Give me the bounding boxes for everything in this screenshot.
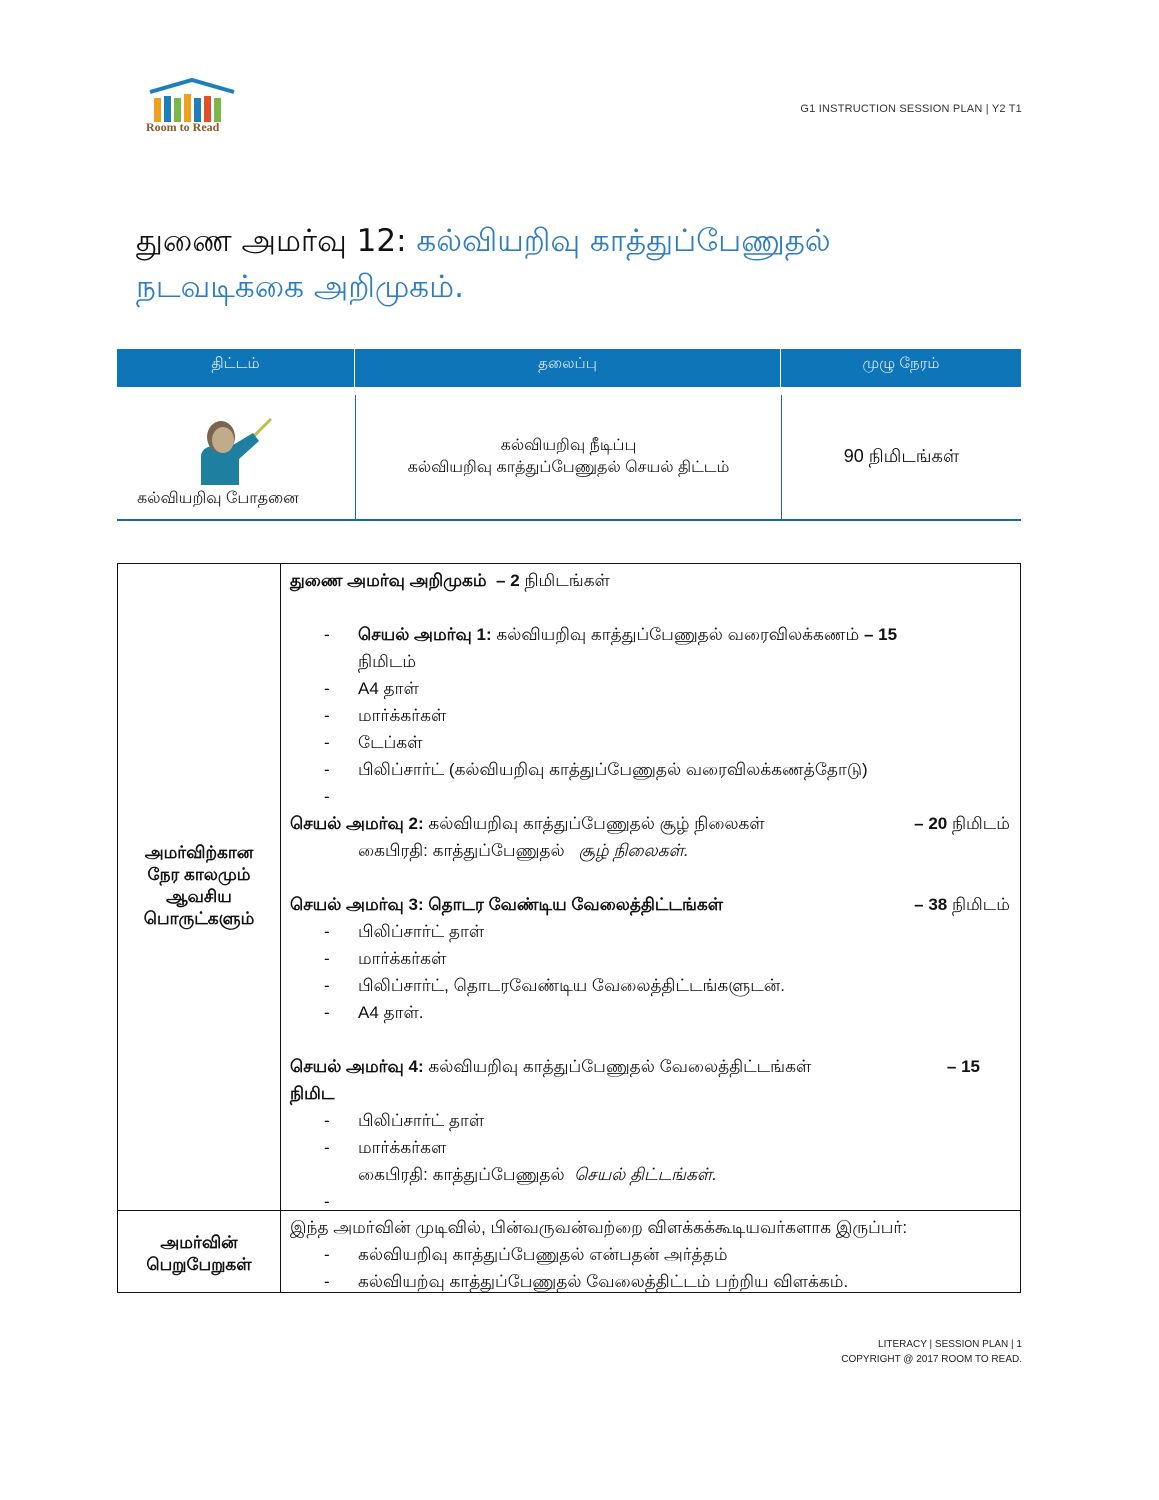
intro-title: துணை அமர்வு அறிமுகம்	[290, 571, 487, 590]
dash: -	[324, 1138, 330, 1157]
intro-dash: –	[496, 571, 506, 590]
outcomes-content	[290, 1214, 1015, 1295]
list-item: A4 தாள்.	[358, 1003, 424, 1022]
dash: -	[324, 976, 330, 995]
topic-cell	[355, 395, 781, 519]
time-materials-label: அமர்விற்கான நேர காலமும் ஆவசிய பொருட்களும்	[143, 843, 255, 928]
list-item: பிலிப்சார்ட் தாள்	[358, 1111, 485, 1130]
act1-duration: – 15	[863, 625, 898, 644]
list-item: A4 தாள்	[358, 679, 419, 698]
act1-title: செயல் அமர்வு 1:	[358, 625, 492, 644]
header-duration: முழு நேரம்	[781, 349, 1021, 387]
act4-handout: கைபிரதி: காத்துப்பேணுதல்	[358, 1165, 565, 1184]
dash: -	[324, 1003, 330, 1022]
dash: -	[324, 1245, 330, 1264]
summary-table	[117, 349, 1021, 521]
intro-minutes: 2	[510, 571, 520, 590]
act2-title: செயல் அமர்வு 2:	[290, 814, 424, 833]
act4-unit: நிமிட	[290, 1084, 335, 1103]
outcomes-intro: இந்த அமர்வின் முடிவில், பின்வருவன்வற்றை விளக்கக்கூடியவர்களாக இருப்பர்:	[290, 1218, 908, 1237]
list-item: மார்க்கர்கள	[358, 1138, 447, 1157]
act2-text: கல்வியறிவு காத்துப்பேணுதல் சூழ் நிலைகள்	[428, 814, 765, 833]
list-item: டேப்கள்	[358, 733, 423, 752]
session-content	[290, 567, 1010, 1215]
details-table	[117, 563, 1021, 1293]
act3-title: செயல் அமர்வு 3: தொடர வேண்டிய வேலைத்திட்டங்கள்	[290, 895, 724, 914]
act1-unit: நிமிடம்	[358, 652, 417, 671]
act3-unit: நிமிடம்	[951, 895, 1010, 914]
page-title	[136, 218, 996, 310]
title-main: கல்வியறிவு காத்துப்பேணுதல் நடவடிக்கை அறிமுகம்.	[136, 223, 831, 305]
dash: -	[324, 1272, 330, 1291]
dash: -	[324, 733, 330, 752]
footer-page: LITERACY | SESSION PLAN | 1	[878, 1339, 1022, 1350]
dash: -	[324, 760, 330, 779]
topic-line: கல்வியறிவு காத்துப்பேணுதல் செயல் திட்டம்	[407, 459, 730, 476]
footer	[841, 1337, 1022, 1367]
logo-text: Room to Read	[146, 120, 220, 134]
list-item: பிலிப்சார்ட், தொடரவேண்டிய வேலைத்திட்டங்களுடன்.	[358, 976, 785, 995]
header-topic: தலைப்பு	[355, 349, 781, 387]
title-prefix: துணை அமர்வு 12:	[136, 223, 407, 259]
dash: -	[324, 1192, 330, 1211]
header-plan: திட்டம்	[117, 349, 355, 387]
act2-handout-title: சூழ் நிலைகள்.	[578, 841, 689, 860]
act2-handout: கைபிரதி: காத்துப்பேணுதல்	[358, 841, 565, 860]
dash: -	[324, 949, 330, 968]
act1-text: கல்வியறிவு காத்துப்பேணுதல் வரைவிலக்கணம்	[496, 625, 860, 644]
act4-handout-title: செயல் திட்டங்கள்.	[574, 1165, 717, 1184]
teacher-pointing-icon	[191, 415, 281, 485]
dash: -	[324, 922, 330, 941]
act4-title: செயல் அமர்வு 4:	[290, 1057, 424, 1076]
outcome-item: கல்வியற்வு காத்துப்பேணுதல் வேலைத்திட்டம் பற்றிய விளக்கம்.	[358, 1272, 849, 1291]
outcome-item: கல்வியறிவு காத்துப்பேணுதல் என்பதன் அர்த்தம்	[358, 1245, 728, 1264]
intro-unit: நிமிடங்கள்	[524, 571, 610, 590]
list-item: மார்க்கர்கள்	[358, 949, 447, 968]
list-item: பிலிப்சார்ட் தாள்	[358, 922, 485, 941]
topic-line: கல்வியறிவு நீடிப்பு	[500, 437, 637, 454]
list-item: மார்க்கர்கள்	[358, 706, 447, 725]
document-code: G1 INSTRUCTION SESSION PLAN | Y2 T1	[800, 103, 1022, 115]
act2-duration: – 20	[914, 814, 948, 833]
dash: -	[324, 706, 330, 725]
outcomes-label: அமர்வின் பெறுபேறுகள்	[146, 1233, 252, 1274]
footer-copyright: COPYRIGHT @ 2017 ROOM TO READ.	[841, 1354, 1022, 1365]
plan-cell	[117, 395, 355, 519]
act4-duration: – 15	[946, 1057, 980, 1076]
dash: -	[324, 625, 330, 644]
plan-text: கல்வியறிவு போதனை	[137, 490, 299, 507]
dash: -	[324, 679, 330, 698]
dash: -	[324, 1111, 330, 1130]
duration-cell: 90 நிமிடங்கள்	[781, 395, 1021, 519]
dash: -	[324, 787, 330, 806]
act4-text: கல்வியறிவு காத்துப்பேணுதல் வேலைத்திட்டங்கள்	[428, 1057, 812, 1076]
act2-unit: நிமிடம்	[951, 814, 1010, 833]
act3-duration: – 38	[914, 895, 948, 914]
list-item: பிலிப்சார்ட் (கல்வியறிவு காத்துப்பேணுதல் வரைவிலக்கணத்தோடு)	[358, 760, 868, 779]
